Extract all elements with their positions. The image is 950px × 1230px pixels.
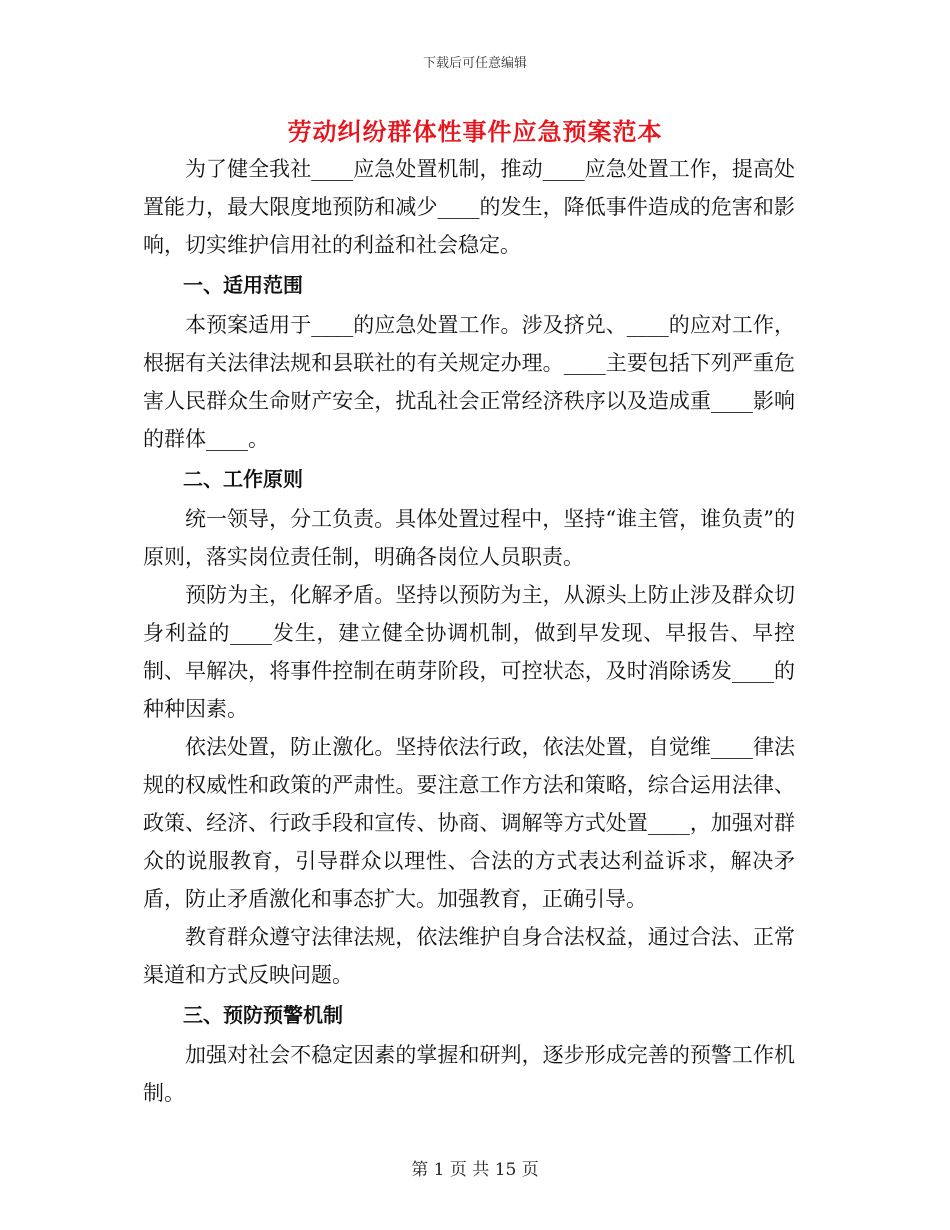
page-header: 下载后可任意编辑 [422, 56, 527, 71]
section-heading-scope: 一、适用范围 [183, 273, 303, 297]
section-heading-principles: 二、工作原则 [183, 467, 303, 491]
document-title: 劳动纠纷群体性事件应急预案范本 [287, 117, 663, 146]
page-number: 第 1 页 共 15 页 [411, 1160, 539, 1180]
principle-paragraph-leadership: 统一领导，分工负责。具体处置过程中，坚持“谁主管，谁负责”的原则，落实岗位责任制，明确各岗位人员职责。 [143, 507, 795, 569]
principle-paragraph-prevention: 预防为主，化解矛盾。坚持以预防为主，从源头上防止涉及群众切身利益的____发生，建立健全协调机制，做到早发现、早报告、早控制、早解决，将事件控制在萌芽阶段，可控状态，及时消除诱发____的种种因素。 [143, 583, 795, 721]
warning-paragraph: 加强对社会不稳定因素的掌握和研判，逐步形成完善的预警工作机制。 [143, 1043, 795, 1105]
intro-paragraph: 为了健全我社____应急处置机制，推动____应急处置工作，提高处置能力，最大限度地预防和减少____的发生，降低事件造成的危害和影响，切实维护信用社的利益和社会稳定。 [143, 157, 795, 257]
scope-paragraph: 本预案适用于____的应急处置工作。涉及挤兑、____的应对工作，根据有关法律法规和县联社的有关规定办理。____主要包括下列严重危害人民群众生命财产安全，扰乱社会正常经济秩序以及造成重____影响的群体____。 [143, 313, 795, 451]
document-body [143, 150, 795, 1112]
principle-paragraph-education: 教育群众遵守法律法规，依法维护自身合法权益，通过合法、正常渠道和方式反映问题。 [143, 925, 795, 987]
section-heading-warning: 三、预防预警机制 [183, 1003, 343, 1027]
principle-paragraph-lawful: 依法处置，防止激化。坚持依法行政，依法处置，自觉维____律法规的权威性和政策的严肃性。要注意工作方法和策略，综合运用法律、政策、经济、行政手段和宣传、协商、调解等方式处置____，加强对群众的说服教育，引导群众以理性、合法的方式表达利益诉求，解决矛盾，防止矛盾激化和事态扩大。加强教育，正确引导。 [143, 735, 795, 911]
